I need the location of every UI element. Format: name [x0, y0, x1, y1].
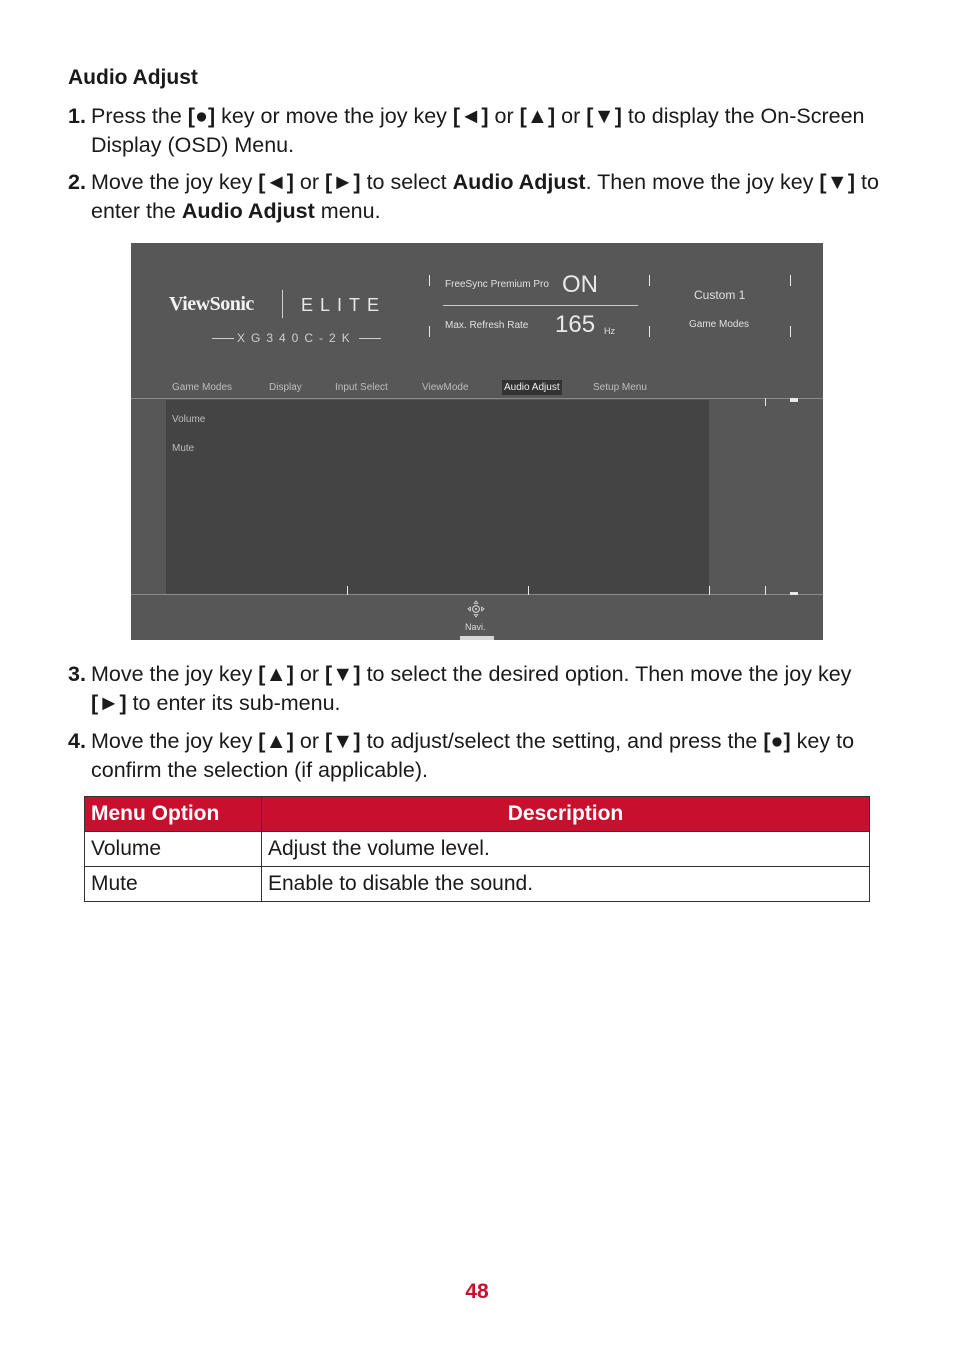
tab-audio-adjust[interactable]: Audio Adjust: [504, 382, 560, 393]
tab-input-select[interactable]: Input Select: [335, 382, 388, 393]
osd-divider-top: [131, 398, 823, 399]
section-title: Audio Adjust: [68, 66, 198, 89]
menu-item-volume[interactable]: Volume: [172, 414, 206, 425]
column-header-description: Description: [262, 797, 870, 832]
table-header-row: [85, 797, 870, 832]
step-text: Move the joy key [▲] or [▼] to select the desired option. Then move the joy key [►] to enter its sub-menu.: [91, 662, 852, 715]
bracket-tick: [347, 586, 348, 595]
step-number: 4.: [68, 729, 86, 753]
viewsonic-logo: ViewSonic: [169, 293, 254, 315]
logo-divider: [282, 290, 283, 318]
bracket-tick: [528, 586, 529, 595]
column-header-menu-option: Menu Option: [85, 797, 262, 832]
osd-submenu-panel: [166, 400, 709, 594]
step-text: Move the joy key [▲] or [▼] to adjust/select the setting, and press the [●] key to confirm the selection (if applicable).: [91, 729, 855, 782]
step-1: [68, 102, 888, 160]
osd-menu-screenshot: [131, 243, 823, 640]
elite-logo: ELITE: [301, 295, 387, 315]
osd-tab-bar: [131, 380, 823, 398]
bracket-tick: [649, 275, 650, 286]
game-mode-value: Custom 1: [694, 288, 746, 302]
bracket-tick: [709, 586, 710, 595]
table-cell-option: Volume: [85, 832, 262, 867]
info-divider: [443, 305, 638, 306]
step-text: Press the [●] key or move the joy key [◄] or [▲] or [▼] to display the On-Screen Display (OSD) Menu.: [91, 104, 865, 157]
osd-divider-bottom: [131, 594, 823, 595]
bracket-tick: [429, 275, 430, 286]
table-cell-description: Enable to disable the sound.: [262, 867, 870, 902]
bracket-tick: [790, 275, 791, 286]
navi-indicator: [460, 636, 494, 640]
refresh-rate-unit: Hz: [604, 326, 615, 336]
freesync-label: FreeSync Premium Pro: [445, 279, 549, 290]
bracket-tick: [765, 586, 766, 595]
bracket-tick: [790, 326, 791, 337]
page-number: 48: [465, 1280, 489, 1303]
refresh-rate-label: Max. Refresh Rate: [445, 320, 529, 331]
step-number: 1.: [68, 104, 86, 128]
step-text: Move the joy key [◄] or [►] to select Audio Adjust. Then move the joy key [▼] to enter the Audio Adjust menu.: [91, 170, 879, 223]
bracket-tick: [790, 398, 798, 402]
bracket-tick: [790, 592, 798, 595]
table-row: [85, 867, 870, 902]
refresh-rate-value: 165: [555, 311, 596, 338]
menu-item-mute[interactable]: Mute: [172, 443, 195, 454]
game-mode-label: Game Modes: [689, 319, 750, 330]
bracket-tick: [765, 398, 766, 406]
table-cell-description: Adjust the volume level.: [262, 832, 870, 867]
tab-viewmode[interactable]: ViewMode: [422, 382, 469, 393]
model-name: XG340C-2K: [209, 331, 384, 345]
menu-options-table: [84, 796, 870, 902]
navi-label: Navi.: [465, 622, 486, 632]
step-number: 3.: [68, 662, 86, 686]
step-2: [68, 168, 888, 226]
bracket-tick: [649, 326, 650, 337]
table-cell-option: Mute: [85, 867, 262, 902]
bracket-tick: [429, 326, 430, 337]
step-number: 2.: [68, 170, 86, 194]
table-row: [85, 832, 870, 867]
joystick-icon: [467, 600, 485, 618]
freesync-value: ON: [562, 271, 598, 298]
step-3: [68, 660, 888, 718]
tab-display[interactable]: Display: [269, 382, 302, 393]
step-4: [68, 727, 888, 785]
tab-setup-menu[interactable]: Setup Menu: [593, 382, 647, 393]
tab-game-modes[interactable]: Game Modes: [172, 382, 233, 393]
